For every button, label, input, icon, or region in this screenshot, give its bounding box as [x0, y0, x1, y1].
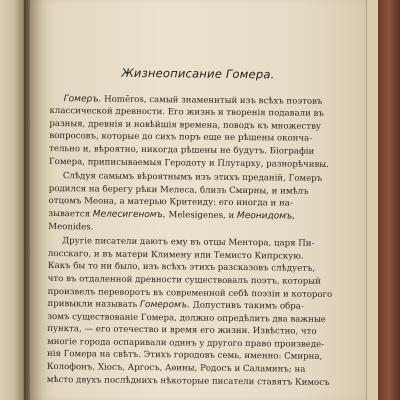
- paragraphs: [47, 93, 346, 390]
- text-segment: зомъ существованіе Гомера, должно опредѣлить два важные: [47, 311, 326, 325]
- italic-name: Гомеромъ.: [139, 300, 191, 311]
- text-segment: мѣсто двухъ послѣднихъ нѣкоторые писатели ставятъ Кимосъ: [46, 374, 330, 388]
- text-segment: произвелъ переворотъ въ современной себѣ поэзіи и которого: [47, 286, 333, 300]
- text-segment: вопросовъ, которые до сихъ поръ еще не рѣшены оконча-: [49, 131, 313, 145]
- text-line: [47, 374, 343, 390]
- italic-name: Меонидомъ,: [236, 210, 296, 222]
- text-line: [48, 221, 344, 237]
- text-segment: разныя, древнія и новѣйшія времена, поводъ къ множеству: [49, 118, 322, 132]
- text-segment: Homēros, самый знаменитый изъ всѣхъ поэтовъ: [101, 94, 323, 107]
- text-segment: Melesigenes, и: [165, 210, 238, 221]
- text-segment: тельно и, вѣроятно, никогда рѣшены не будутъ. Біографіи: [49, 143, 315, 157]
- text-segment: что въ отдаленной древности существовалъ поэтъ, который: [47, 273, 321, 287]
- text-segment: Какъ бы то ни было, изъ всѣхъ этихъ разсказовъ слѣдуетъ,: [47, 261, 316, 275]
- text-segment: нія Гомера на свѣтъ. Этихъ городовъ семь, именно: Смирна,: [46, 349, 323, 363]
- paragraph: [49, 93, 346, 172]
- text-segment: Слѣдуя самымъ вѣроятнымъ изъ этихъ преданій, Гомеръ: [62, 171, 323, 185]
- text-segment: отцомъ Меона, а матерью Критеиду: его иногда и на-: [48, 196, 293, 209]
- paragraph: [48, 170, 345, 236]
- text-segment: классической древности. Его жизнь и творенія подавали въ: [49, 106, 324, 120]
- text-segment: родился на берегу рѣки Мелеса, близъ Смирны, и имѣлъ: [48, 183, 309, 197]
- text-segment: многіе города оспаривали одинъ у другого право произведе-: [47, 336, 325, 350]
- text-segment: Meonides.: [48, 221, 94, 232]
- text-segment: лосскаго, и въ матери Климену или Темисто Кипрскую.: [47, 248, 304, 262]
- book-cover: [378, 0, 400, 400]
- text-segment: Гомера, приписываемыя Геродоту и Плутарху, разнорѣчивы.: [48, 156, 329, 170]
- page-title: Жизнеописание Гомера.: [121, 65, 275, 82]
- text-segment: зывается: [48, 208, 93, 220]
- italic-name: Гомеръ.: [63, 93, 102, 105]
- paragraph: [47, 235, 345, 389]
- text-segment: пункта, — его отечество и время его жизни. Извѣстно, что: [47, 324, 317, 338]
- text-segment: Допустивъ такимъ обра-: [189, 300, 304, 312]
- text-segment: привыкли называть: [47, 299, 140, 311]
- page-text-block: [47, 66, 346, 391]
- text-segment: Колофонъ, Хіосъ, Аргосъ, Аѳины, Родосъ и Саламинъ; на: [46, 362, 306, 375]
- left-page-edge: [0, 0, 26, 400]
- text-line: [49, 156, 345, 172]
- italic-name: Мелесигеномъ,: [92, 209, 166, 221]
- text-segment: Другіе писатели даютъ ему въ отцы Ментора, царя Пи-: [62, 236, 315, 249]
